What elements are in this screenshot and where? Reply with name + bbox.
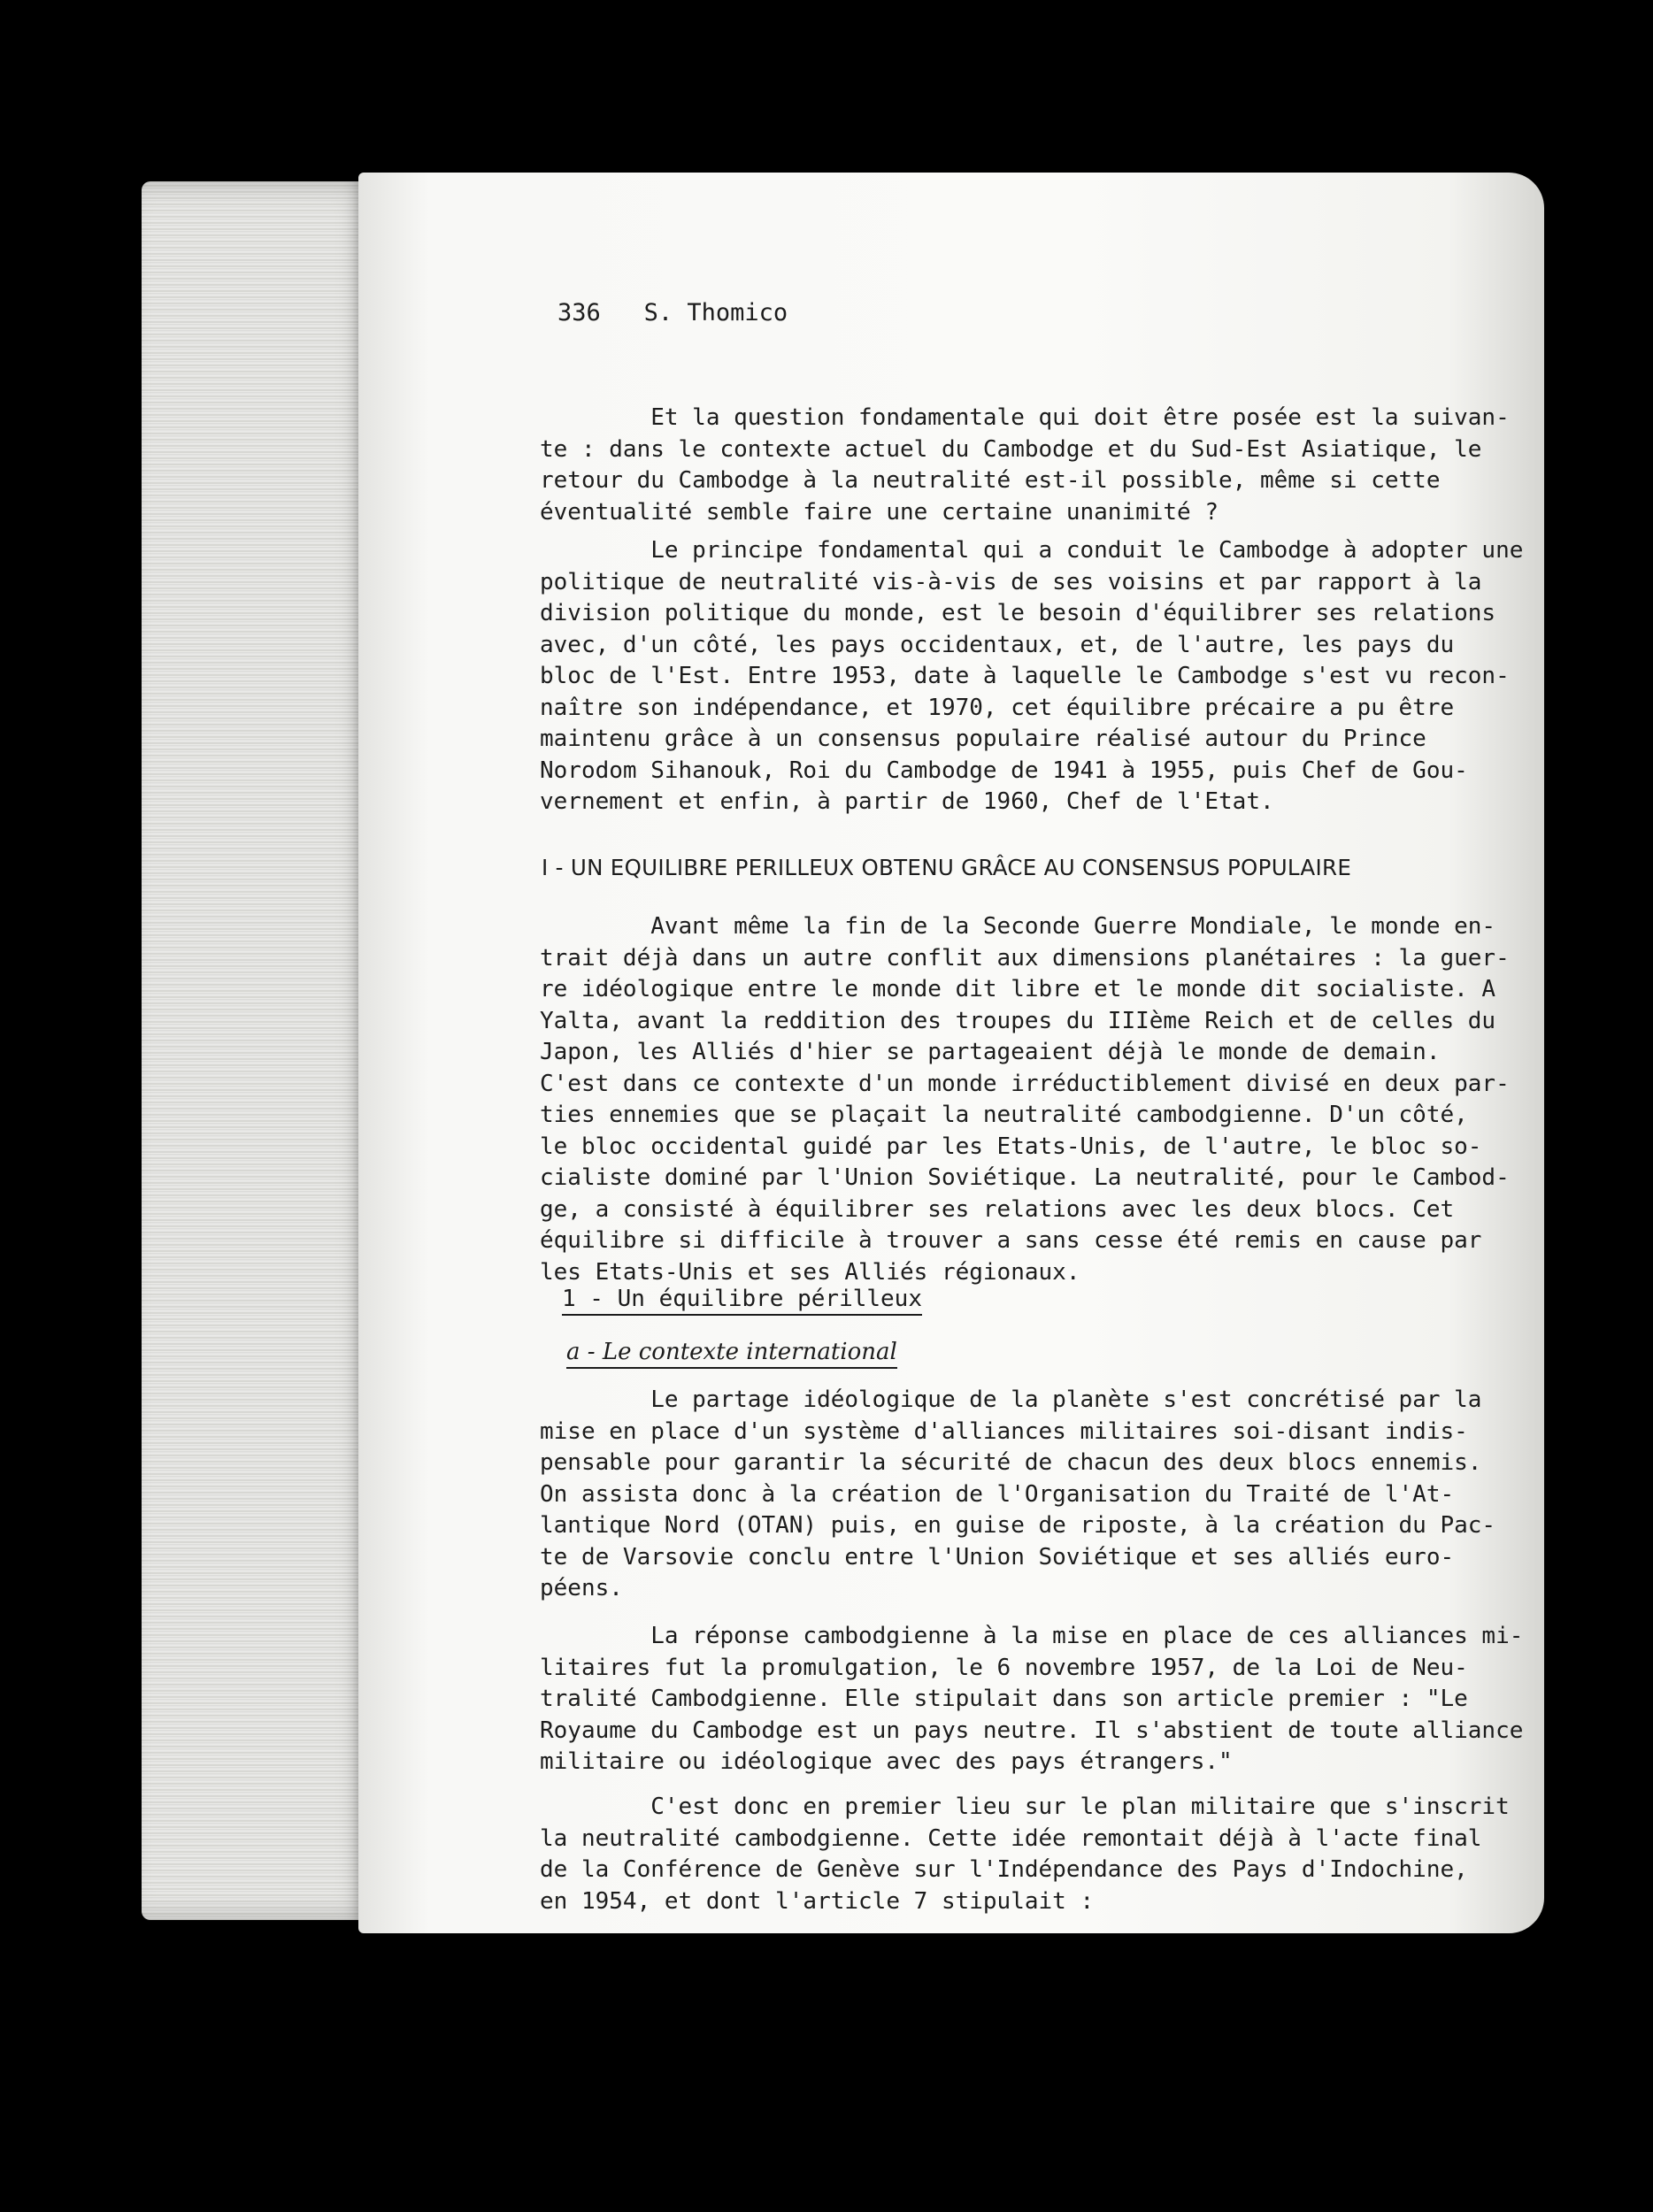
text-line: ties ennemies que se plaçait la neutralité cambodgienne. D'un côté, bbox=[540, 1102, 1468, 1128]
text-line: bloc de l'Est. Entre 1953, date à laquelle le Cambodge s'est vu recon- bbox=[540, 663, 1510, 689]
text-line: C'est dans ce contexte d'un monde irréductiblement divisé en deux par- bbox=[540, 1070, 1510, 1097]
section-heading: I - UN EQUILIBRE PERILLEUX OBTENU GRÂCE AU CONSENSUS POPULAIRE bbox=[542, 855, 1352, 880]
text-line: tralité Cambodgienne. Elle stipulait dans son article premier : "Le bbox=[540, 1686, 1468, 1712]
book-page-edges bbox=[142, 181, 381, 1920]
text-line: Et la question fondamentale qui doit être posée est la suivan- bbox=[540, 404, 1510, 431]
text-line: militaire ou idéologique avec des pays étrangers." bbox=[540, 1748, 1233, 1775]
text-line: maintenu grâce à un consensus populaire réalisé autour du Prince bbox=[540, 726, 1426, 752]
text-line: Yalta, avant la reddition des troupes du IIIème Reich et de celles du bbox=[540, 1007, 1496, 1034]
text-line: re idéologique entre le monde dit libre et le monde dit socialiste. A bbox=[540, 976, 1496, 1002]
text-line: vernement et enfin, à partir de 1960, Chef de l'Etat. bbox=[540, 788, 1274, 815]
text-line: division politique du monde, est le besoin d'équilibrer ses relations bbox=[540, 600, 1496, 626]
text-line: retour du Cambodge à la neutralité est-il possible, même si cette bbox=[540, 467, 1441, 494]
text-line: litaires fut la promulgation, le 6 novembre 1957, de la Loi de Neu- bbox=[540, 1654, 1468, 1681]
paragraph-5 bbox=[540, 1621, 1524, 1778]
text-line: de la Conférence de Genève sur l'Indépendance des Pays d'Indochine, bbox=[540, 1856, 1468, 1883]
text-line: La réponse cambodgienne à la mise en place de ces alliances mi- bbox=[540, 1623, 1524, 1649]
paragraph-6 bbox=[540, 1792, 1510, 1917]
text-line: Le partage idéologique de la planète s'est concrétisé par la bbox=[540, 1386, 1482, 1413]
paragraph-1 bbox=[540, 403, 1510, 528]
text-line: On assista donc à la création de l'Organisation du Traité de l'At- bbox=[540, 1480, 1455, 1508]
text-line: péens. bbox=[540, 1575, 623, 1601]
text-line: avec, d'un côté, les pays occidentaux, et, de l'autre, les pays du bbox=[540, 631, 1455, 658]
text-line: Norodom Sihanouk, Roi du Cambodge de 1941 à 1955, puis Chef de Gou- bbox=[540, 757, 1468, 784]
paragraph-2 bbox=[540, 535, 1524, 818]
text-line: la neutralité cambodgienne. Cette idée remontait déjà à l'acte final bbox=[540, 1824, 1482, 1852]
text-line: naître son indépendance, et 1970, cet équilibre précaire a pu être bbox=[540, 694, 1455, 721]
paragraph-3 bbox=[540, 911, 1510, 1288]
sub-subsection-heading: a - Le contexte international bbox=[566, 1339, 897, 1365]
text-line: Royaume du Cambodge est un pays neutre. Il s'abstient de toute alliance bbox=[540, 1717, 1524, 1744]
author-name: S. Thomico bbox=[643, 299, 788, 326]
text-line: cialiste dominé par l'Union Soviétique. La neutralité, pour le Cambod- bbox=[540, 1164, 1510, 1191]
text-line: les Etats-Unis et ses Alliés régionaux. bbox=[540, 1258, 1080, 1286]
running-header bbox=[557, 299, 788, 326]
text-line: te de Varsovie conclu entre l'Union Soviétique et ses alliés euro- bbox=[540, 1543, 1455, 1571]
subsection-heading: 1 - Un équilibre périlleux bbox=[562, 1286, 922, 1312]
text-line: Avant même la fin de la Seconde Guerre Mondiale, le monde en- bbox=[540, 913, 1496, 940]
text-line: équilibre si difficile à trouver a sans cesse été remis en cause par bbox=[540, 1227, 1482, 1254]
text-line: en 1954, et dont l'article 7 stipulait : bbox=[540, 1887, 1095, 1915]
paragraph-4 bbox=[540, 1385, 1495, 1605]
text-line: ge, a consisté à équilibrer ses relations avec les deux blocs. Cet bbox=[540, 1195, 1455, 1223]
text-line: mise en place d'un système d'alliances militaires soi-disant indis- bbox=[540, 1417, 1468, 1445]
text-line: éventualité semble faire une certaine unanimité ? bbox=[540, 498, 1219, 526]
text-line: Japon, les Alliés d'hier se partageaient déjà le monde de demain. bbox=[540, 1039, 1441, 1065]
text-line: te : dans le contexte actuel du Cambodge et du Sud-Est Asiatique, le bbox=[540, 435, 1482, 463]
page-number: 336 bbox=[557, 299, 601, 326]
text-line: Le principe fondamental qui a conduit le Cambodge à adopter une bbox=[540, 537, 1524, 564]
text-line: C'est donc en premier lieu sur le plan militaire que s'inscrit bbox=[540, 1793, 1510, 1820]
text-line: pensable pour garantir la sécurité de chacun des deux blocs ennemis. bbox=[540, 1449, 1482, 1476]
text-line: politique de neutralité vis-à-vis de ses voisins et par rapport à la bbox=[540, 568, 1482, 595]
text-line: lantique Nord (OTAN) puis, en guise de riposte, à la création du Pac- bbox=[540, 1512, 1496, 1539]
text-line: trait déjà dans un autre conflit aux dimensions planétaires : la guer- bbox=[540, 944, 1510, 972]
text-line: le bloc occidental guidé par les Etats-Unis, de l'autre, le bloc so- bbox=[540, 1133, 1482, 1160]
